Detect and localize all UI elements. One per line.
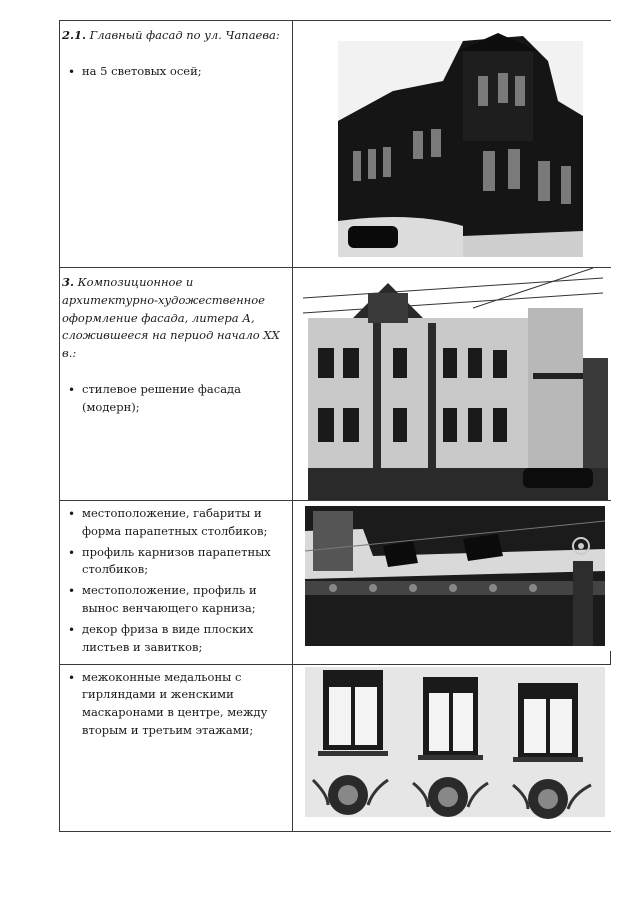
list-item: • местоположение, габариты и форма парапетных столбиков; (82, 505, 288, 541)
section-number: 3. (62, 275, 75, 289)
protection-subject-table (59, 20, 611, 832)
cornice-detail-photo (293, 501, 611, 651)
section-number: 2.1. (62, 28, 87, 42)
table-row (60, 501, 611, 665)
text-cell (60, 664, 293, 831)
feature-list (62, 505, 288, 657)
list-item: • межоконные медальоны с гирляндами и женскими маскаронами в центре, между вторым и третьим этажами; (82, 669, 288, 740)
section-heading (62, 274, 288, 363)
section-title: Главный фасад по ул. Чапаева: (89, 28, 280, 42)
photo-cell (293, 664, 611, 831)
section-heading (62, 27, 288, 45)
building-facade-photo (293, 21, 611, 267)
text-cell (60, 268, 293, 501)
text-cell (60, 501, 293, 665)
list-item: • стилевое решение фасада (модерн); (82, 381, 288, 417)
medallion-detail-photo (293, 665, 611, 831)
table-row (60, 268, 611, 501)
list-item: • декор фриза в виде плоских листьев и завитков; (82, 621, 288, 657)
table-row (60, 21, 611, 268)
text-cell (60, 21, 293, 268)
photo-cell (293, 21, 611, 268)
feature-list (62, 669, 288, 740)
table-row (60, 664, 611, 831)
photo-cell (293, 501, 611, 665)
feature-list (62, 381, 288, 417)
list-item: • профиль карнизов парапетных столбиков; (82, 544, 288, 580)
section-title: Композиционное и архитектурно-художественное оформление фасада, литера А, сложившееся на период начало XX в.: (62, 275, 280, 361)
building-facade-photo (293, 268, 611, 500)
list-item: • местоположение, профиль и вынос венчающего карниза; (82, 582, 288, 618)
feature-list (62, 63, 288, 81)
photo-cell (293, 268, 611, 501)
list-item: • на 5 световых осей; (82, 63, 288, 81)
